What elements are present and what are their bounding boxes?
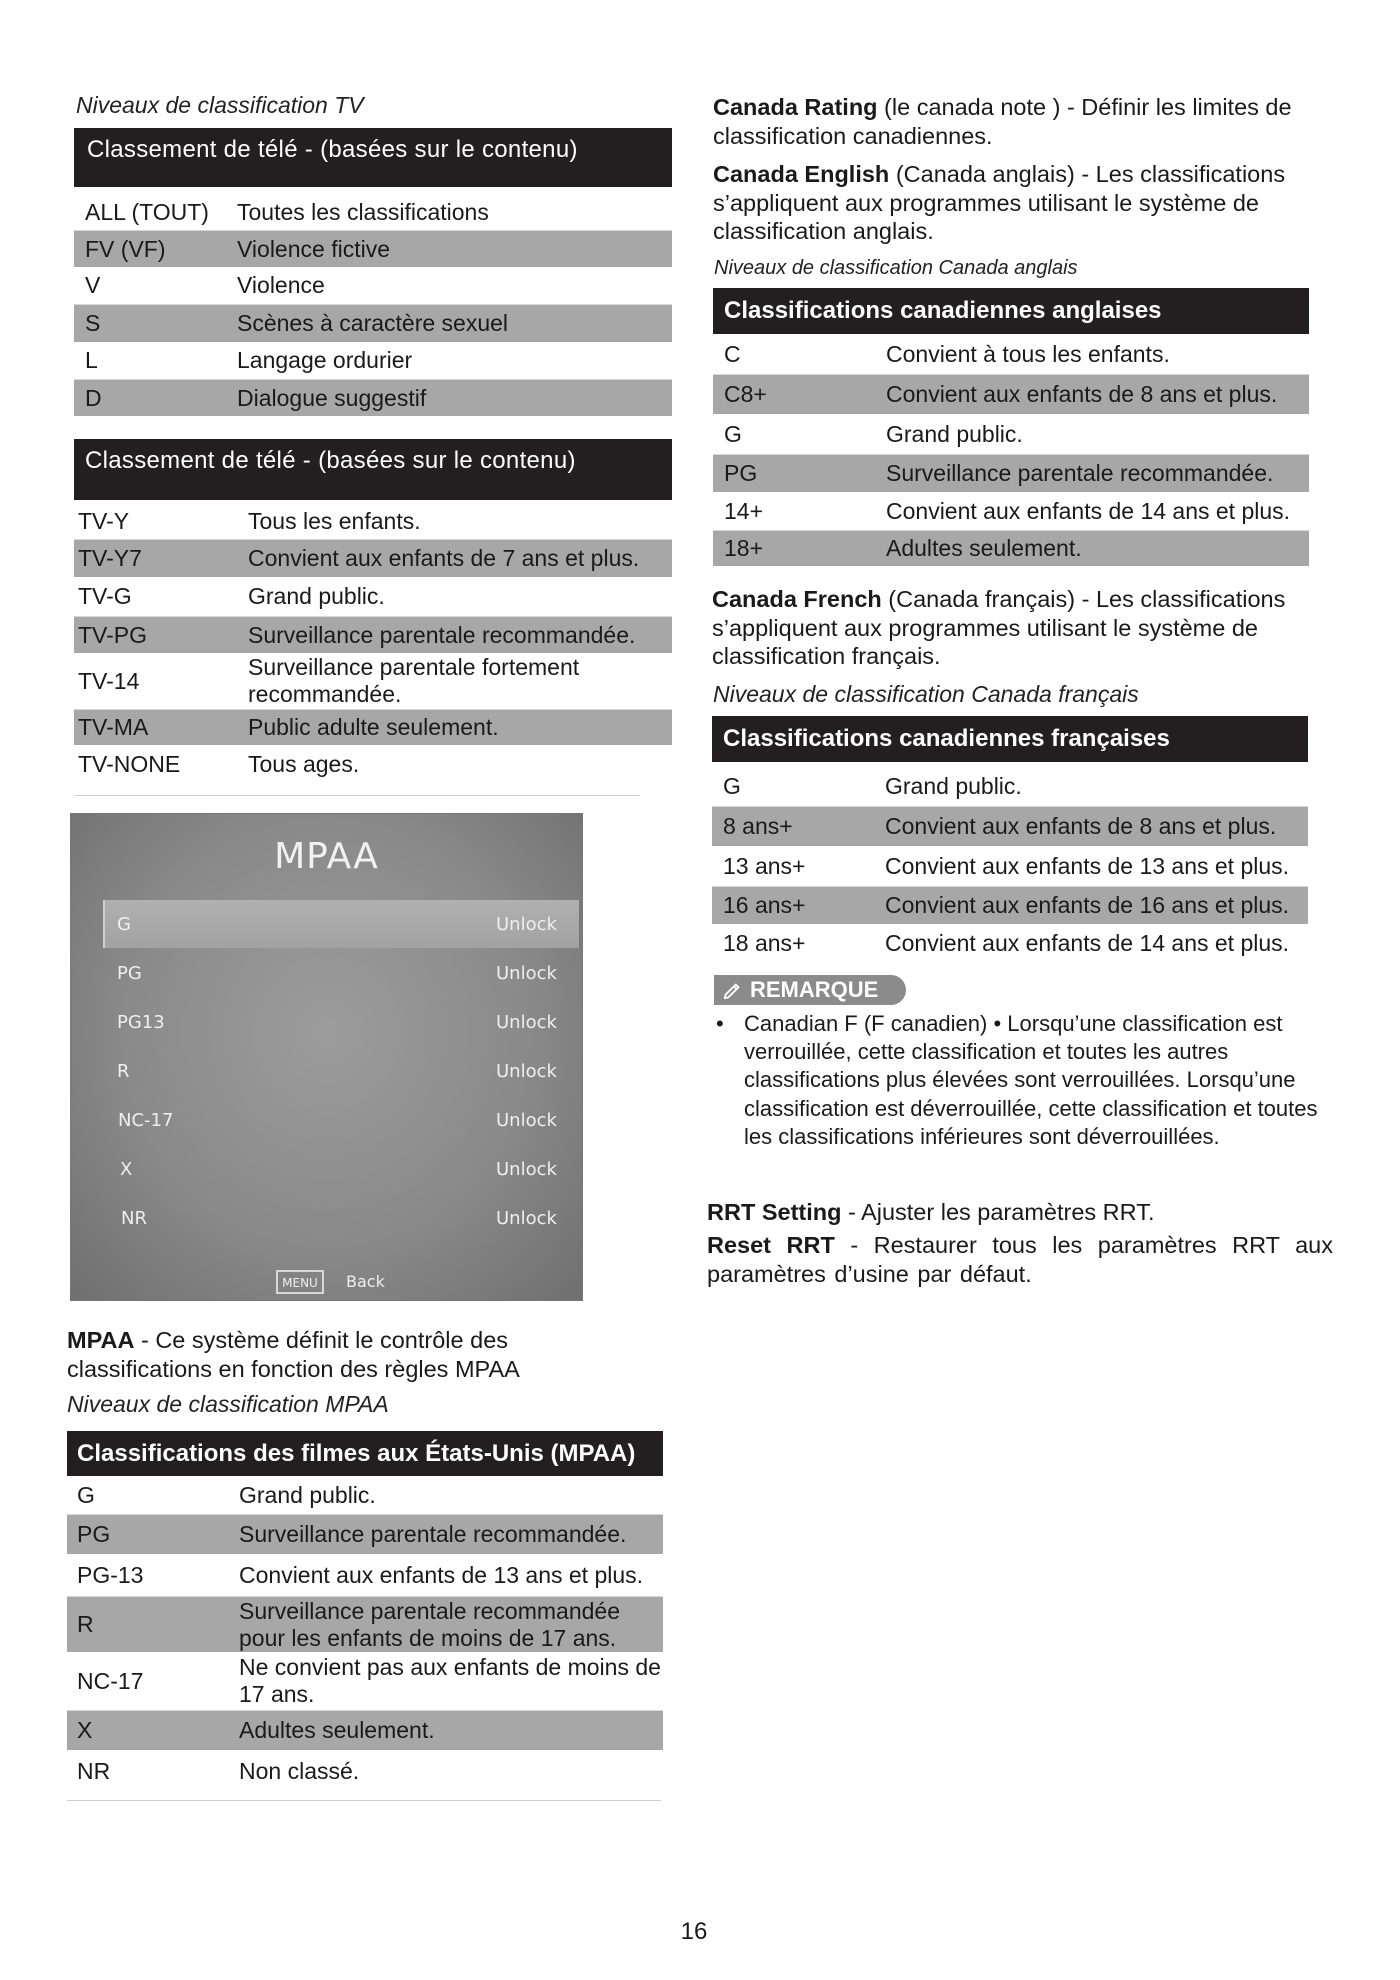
table-row: [74, 745, 672, 784]
rating-code: NC-17: [77, 1667, 144, 1694]
table-row: [67, 1554, 663, 1596]
table-row: [74, 709, 672, 745]
canada-rating-paragraph: [713, 93, 1353, 150]
lock-status[interactable]: Unlock: [496, 1012, 557, 1033]
desc: - Ce système définit le contrôle des classifications en fonction des règles MPAA: [67, 1327, 520, 1382]
table-row: [74, 504, 672, 539]
rating-code: X: [77, 1717, 93, 1743]
table-row: [74, 539, 672, 577]
table-row: [67, 1596, 663, 1652]
rating-description: Tous les enfants.: [248, 508, 421, 534]
mpaa-levels-caption: Niveaux de classification MPAA: [67, 1391, 389, 1417]
rating-code: 14+: [724, 497, 764, 524]
rating-code: 13 ans+: [723, 852, 806, 879]
rating-code: 18 ans+: [723, 929, 806, 956]
table-row: [67, 1476, 663, 1514]
remarque-label: REMARQUE: [750, 977, 879, 1002]
rating-description: Convient aux enfants de 14 ans et plus.: [885, 929, 1290, 956]
table-row: [713, 414, 1309, 454]
rating-description: Adultes seulement.: [239, 1717, 435, 1743]
rating-code: FV (VF): [85, 235, 166, 262]
rating-description: Dialogue suggestif: [237, 384, 427, 411]
table-row: [712, 766, 1308, 806]
rating-item[interactable]: NR: [121, 1208, 147, 1229]
note-list: [716, 1010, 1336, 1151]
lock-status[interactable]: Unlock: [496, 1110, 557, 1131]
rating-code: D: [85, 384, 102, 411]
table-row: [74, 267, 672, 304]
table-row: [74, 653, 672, 709]
rating-description: Langage ordurier: [237, 347, 413, 373]
tv-age-ratings-table: [74, 439, 672, 784]
table-body: [713, 334, 1309, 566]
desc: (Canada français) - Les classifications s’appliquent aux programmes utilisant le système de classification français.: [712, 586, 1286, 669]
rating-code: PG: [724, 460, 758, 486]
table-row: [67, 1710, 663, 1750]
rating-code: G: [77, 1481, 95, 1508]
rating-description: Surveillance parentale fortement recommandée.: [248, 654, 580, 707]
canada-english-table: [713, 288, 1309, 566]
table-body: [712, 766, 1308, 962]
rating-description: Surveillance parentale recommandée.: [886, 460, 1274, 486]
rating-description: Convient aux enfants de 13 ans et plus.: [885, 852, 1290, 879]
rating-code: C: [724, 340, 741, 367]
table-header: Classifications des filmes aux États-Unis (MPAA): [67, 1431, 663, 1476]
table-body: [74, 194, 672, 416]
back-label: Back: [346, 1272, 385, 1291]
tv-levels-caption: Niveaux de classification TV: [76, 92, 364, 118]
term: Reset RRT: [707, 1232, 835, 1258]
table-row: [74, 577, 672, 616]
table-row: [74, 304, 672, 342]
rating-description: Surveillance parentale recommandée.: [248, 621, 636, 648]
rating-description: Convient aux enfants de 8 ans et plus.: [886, 381, 1278, 407]
table-header: Classement de télé - (basées sur le contenu): [74, 439, 672, 500]
table-header: Classifications canadiennes anglaises: [713, 288, 1309, 334]
rating-code: TV-14: [78, 667, 140, 694]
table-row: [713, 334, 1309, 374]
canada-french-paragraph: [712, 585, 1352, 671]
tv-content-ratings-table: [74, 128, 672, 416]
french-levels-caption: Niveaux de classification Canada français: [713, 681, 1139, 707]
desc: (le canada note ) - Définir les limites de classification canadiennes.: [713, 94, 1292, 149]
rating-code: S: [85, 310, 101, 336]
table-row: [712, 846, 1308, 886]
table-bottom-rule: [67, 1800, 661, 1801]
rating-item[interactable]: R: [117, 1061, 130, 1082]
rating-description: Scènes à caractère sexuel: [237, 310, 509, 336]
rating-description: Convient aux enfants de 13 ans et plus.: [239, 1561, 644, 1588]
table-row: [74, 194, 672, 230]
rating-description: Surveillance parentale recommandée pour les enfants de moins de 17 ans.: [239, 1597, 620, 1651]
reset-rrt-paragraph: [707, 1231, 1333, 1288]
rating-description: Public adulte seulement.: [248, 714, 499, 740]
table-header: Classement de télé - (basées sur le contenu): [74, 128, 672, 187]
rating-item[interactable]: PG: [117, 963, 142, 984]
table-row: [74, 379, 672, 416]
table-row: [713, 454, 1309, 492]
screen-title: MPAA: [274, 836, 379, 877]
rating-item[interactable]: G: [117, 914, 131, 935]
term: Canada Rating: [713, 94, 878, 120]
canada-french-table: [712, 716, 1308, 962]
desc: - Restaurer tous les paramètres RRT aux paramètres d’usine par défaut.: [707, 1232, 1333, 1287]
table-row: [712, 924, 1308, 962]
rating-description: Convient aux enfants de 14 ans et plus.: [886, 497, 1291, 524]
rating-code: V: [85, 272, 101, 298]
table-row: [74, 230, 672, 267]
rating-code: 8 ans+: [723, 813, 793, 839]
rating-description: Tous ages.: [248, 751, 360, 777]
rating-description: Grand public.: [885, 772, 1022, 799]
term: RRT Setting: [707, 1199, 842, 1225]
rating-code: L: [85, 347, 98, 373]
rating-description: Adultes seulement.: [886, 535, 1082, 561]
rating-description: Violence fictive: [237, 235, 390, 262]
mpaa-menu-screen: [70, 813, 583, 1301]
rating-code: 18+: [724, 535, 764, 561]
table-row: [713, 492, 1309, 530]
table-row: [74, 616, 672, 653]
rating-code: NR: [77, 1757, 111, 1784]
term: Canada French: [712, 586, 882, 612]
table-row: [712, 806, 1308, 846]
table-body: [67, 1476, 663, 1792]
rating-code: TV-NONE: [78, 751, 181, 777]
table-row: [67, 1514, 663, 1554]
lock-status[interactable]: Unlock: [496, 914, 557, 935]
table-row: [74, 342, 672, 379]
rating-description: Convient aux enfants de 16 ans et plus.: [885, 892, 1290, 918]
rating-code: PG-13: [77, 1561, 144, 1588]
page-number: 16: [680, 1918, 708, 1945]
rating-code: PG: [77, 1521, 111, 1547]
table-row: [712, 886, 1308, 924]
term: MPAA: [67, 1327, 135, 1353]
rating-description: Grand public.: [248, 583, 385, 609]
rating-description: Grand public.: [886, 420, 1023, 447]
mpaa-description: [67, 1326, 587, 1383]
rating-item[interactable]: PG13: [117, 1012, 165, 1033]
table-row: [713, 374, 1309, 414]
rating-code: TV-Y: [78, 508, 130, 534]
bullet: •: [716, 1011, 724, 1036]
rating-code: G: [723, 772, 741, 799]
lock-status[interactable]: Unlock: [496, 1061, 557, 1082]
rating-item[interactable]: X: [120, 1159, 133, 1180]
table-body: [74, 504, 672, 784]
rating-code: TV-MA: [78, 714, 149, 740]
lock-status[interactable]: Unlock: [496, 963, 557, 984]
desc: - Ajuster les paramètres RRT.: [841, 1199, 1155, 1225]
rrt-setting-paragraph: [707, 1198, 1347, 1227]
mpaa-ratings-table: [67, 1431, 663, 1792]
rating-description: Surveillance parentale recommandée.: [239, 1521, 627, 1547]
menu-key-icon[interactable]: MENU: [276, 1270, 324, 1294]
rating-code: G: [724, 420, 742, 447]
remarque-badge: [714, 975, 906, 1005]
rating-code: C8+: [724, 381, 767, 407]
list-item: [716, 1010, 1336, 1151]
rating-code: R: [77, 1611, 94, 1637]
term: Canada English: [713, 161, 890, 187]
rating-description: Violence: [237, 272, 325, 298]
table-row: [67, 1750, 663, 1792]
table-bottom-rule: [74, 795, 640, 796]
rating-code: ALL (TOUT): [85, 198, 209, 225]
rating-item[interactable]: NC-17: [118, 1110, 174, 1131]
rating-description: Ne convient pas aux enfants de moins de 17 ans.: [239, 1654, 661, 1707]
pencil-icon: [722, 979, 744, 1001]
rating-description: Convient aux enfants de 7 ans et plus.: [248, 545, 640, 571]
rating-code: 16 ans+: [723, 892, 806, 918]
canada-english-paragraph: [713, 160, 1353, 246]
rating-code: TV-G: [78, 583, 132, 609]
table-row: [67, 1652, 663, 1710]
lock-status[interactable]: Unlock: [496, 1208, 557, 1229]
lock-status[interactable]: Unlock: [496, 1159, 557, 1180]
rating-description: Non classé.: [239, 1757, 360, 1784]
rating-code: TV-PG: [78, 621, 148, 648]
note-text: Canadian F (F canadien) • Lorsqu’une classification est verrouillée, cette classification et toutes les autres classifications plus élevées sont verrouillées. Lorsqu’une classification est déverrouillée, cette classification et toutes les classifications inférieures sont déverrouillées.: [744, 1011, 1318, 1149]
rating-description: Grand public.: [239, 1481, 376, 1508]
rating-description: Convient à tous les enfants.: [886, 340, 1170, 367]
rating-description: Toutes les classifications: [237, 198, 489, 225]
table-row: [713, 530, 1309, 566]
english-levels-caption: Niveaux de classification Canada anglais: [714, 257, 1078, 279]
rating-code: TV-Y7: [78, 545, 142, 571]
table-header: Classifications canadiennes françaises: [712, 716, 1308, 762]
desc: (Canada anglais) - Les classifications s’appliquent aux programmes utilisant le système de classification anglais.: [713, 161, 1286, 244]
rating-description: Convient aux enfants de 8 ans et plus.: [885, 813, 1277, 839]
